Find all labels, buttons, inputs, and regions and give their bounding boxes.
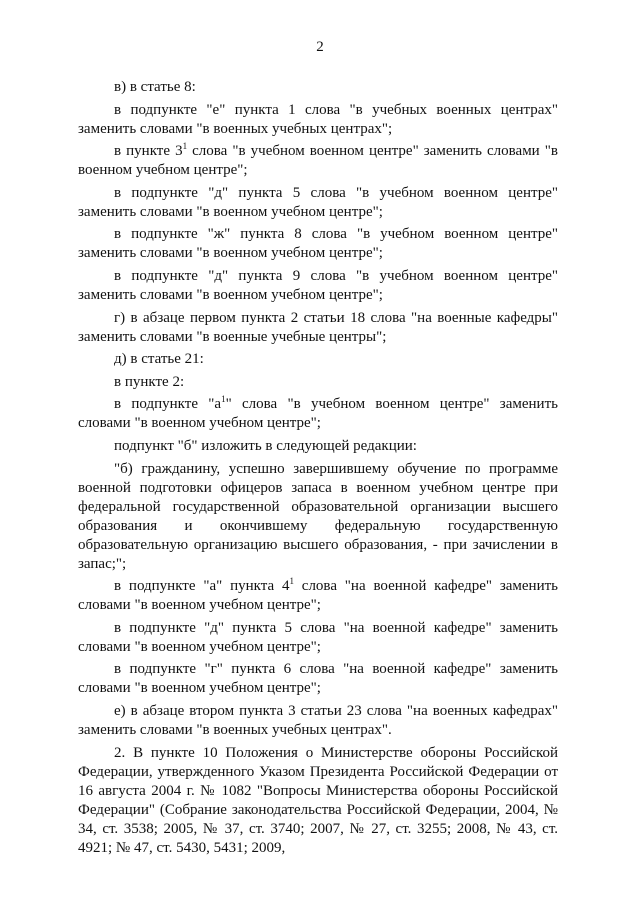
paragraph-p8 (78, 350, 558, 369)
paragraph-text: слова "в учебном военном центре" заменить словами "в военном учебном центре"; (78, 143, 558, 179)
paragraph-p14 (78, 619, 558, 657)
paragraph-p12 (78, 460, 558, 574)
paragraph-text: слова "на военной кафедре" заменить словами "в военном учебном центре"; (78, 578, 559, 614)
paragraph-p4 (78, 184, 558, 222)
page-number: 2 (316, 39, 324, 55)
paragraph-p6 (78, 267, 558, 305)
paragraph-p17 (78, 744, 558, 858)
paragraph-text: д) в статье 21: (114, 351, 204, 368)
paragraph-p15 (78, 660, 558, 698)
paragraph-p9 (78, 373, 558, 392)
paragraph-text: г) в абзаце первом пункта 2 статьи 18 слова "на военные кафедры" заменить словами "в военные учебные центры"; (78, 309, 558, 345)
paragraph-p13 (78, 577, 558, 615)
paragraph-text: "б) гражданину, успешно завершившему обучение по программе военной подготовки офицеров запаса в военном учебном центре при федеральной государственной образовательной организации высшего образования и окончившему федеральную государственную образовательную организацию высшего образования, - при зачислении в запас;"; (78, 460, 558, 572)
paragraph-text: в подпункте "а (114, 396, 222, 413)
paragraph-text: в подпункте "а" пункта 4 (114, 578, 290, 595)
paragraph-text: в пункте 3 (114, 143, 183, 160)
paragraph-p7 (78, 309, 558, 347)
paragraph-text: в подпункте "ж" пункта 8 слова "в учебном военном центре" заменить словами "в военном учебном центре"; (78, 226, 558, 262)
superscript: 1 (289, 576, 294, 587)
superscript: 1 (182, 141, 188, 152)
paragraph-p11 (78, 437, 558, 456)
paragraph-p2 (78, 101, 558, 139)
paragraph-p16 (78, 702, 558, 740)
paragraph-text: 2. В пункте 10 Положения о Министерстве обороны Российской Федерации, утвержденного Указом Президента Российской Федерации от 16 августа 2004 г. № 1082 "Вопросы Министерства обороны Российской Федерации" (Собрание законодательства Российской Федерации, 2004, № 34, ст. 3538; 2005, № 37, ст. 3740; 2007, № 27, ст. 3255; 2008, № 43, ст. 4921; № 47, ст. 5430, 5431; 2009, (78, 744, 558, 856)
paragraph-text: е) в абзаце втором пункта 3 статьи 23 слова "на военных кафедрах" заменить словами "в военных учебных центрах". (78, 702, 558, 738)
paragraph-text: " слова "в учебном военном центре" заменить словами "в военном учебном центре"; (78, 396, 558, 432)
paragraph-text: в подпункте "е" пункта 1 слова "в учебных военных центрах" заменить словами "в военных учебных центрах"; (78, 101, 558, 137)
paragraph-text: в подпункте "д" пункта 9 слова "в учебном военном центре" заменить словами "в военном учебном центре"; (78, 267, 558, 303)
paragraph-text: в подпункте "д" пункта 5 слова "на военной кафедре" заменить словами "в военном учебном центре"; (78, 619, 558, 655)
paragraph-p3 (78, 142, 558, 180)
paragraph-p1 (78, 78, 558, 97)
paragraph-text: в пункте 2: (114, 373, 185, 390)
paragraph-text: подпункт "б" изложить в следующей редакции: (114, 437, 417, 454)
paragraph-p5 (78, 225, 558, 263)
paragraph-text: в подпункте "г" пункта 6 слова "на военной кафедре" заменить словами "в военном учебном центре"; (78, 661, 558, 697)
document-body (78, 78, 558, 861)
superscript: 1 (221, 394, 226, 405)
paragraph-p10 (78, 395, 558, 433)
paragraph-text: в) в статье 8: (114, 79, 196, 95)
paragraph-text: в подпункте "д" пункта 5 слова "в учебном военном центре" заменить словами "в военном учебном центре"; (78, 184, 558, 220)
